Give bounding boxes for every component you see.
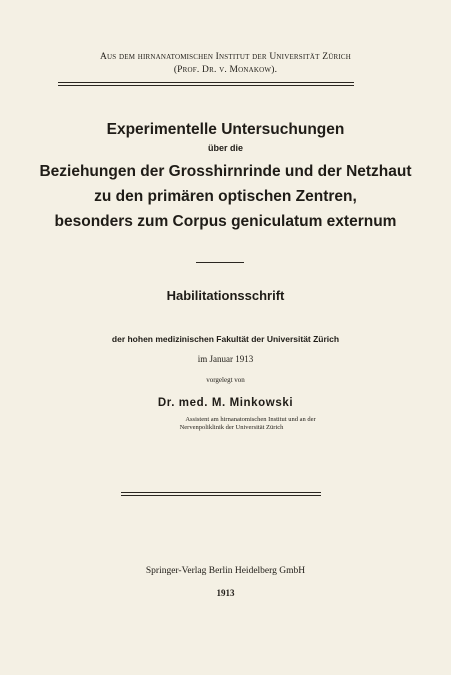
thesis-type: Habilitationsschrift [166, 288, 285, 303]
title-separator [196, 262, 244, 263]
title-line-5: besonders zum Corpus geniculatum externum [54, 213, 397, 230]
date-line: im Januar 1913 [197, 354, 254, 364]
author-affiliation-1: Assistent am hirnanatomischen Institut und an der [185, 416, 316, 423]
director-line: (Prof. Dr. v. Monakow). [173, 65, 278, 75]
footer-rule [121, 495, 321, 496]
title-line-3: Beziehungen der Grosshirnrinde und der Netzhaut [39, 163, 412, 180]
title-line-2: über die [207, 143, 243, 153]
author-name: Dr. med. M. Minkowski [157, 397, 294, 409]
header-rule [58, 82, 354, 83]
institute-line: Aus dem hirnanatomischen Institut der Universität Zürich [99, 52, 351, 62]
faculty-line: der hohen medizinischen Fakultät der Universität Zürich [111, 334, 340, 344]
title-line-4: zu den primären optischen Zentren, [94, 188, 357, 205]
publication-year: 1913 [216, 588, 235, 598]
footer-rule-thin [121, 492, 321, 493]
title-line-1: Experimentelle Untersuchungen [106, 121, 345, 138]
header-rule-thin [58, 85, 354, 86]
submitted-by-line: vorgelegt von [206, 376, 245, 384]
author-affiliation-2: Nervenpoliklinik der Universität Zürich [179, 424, 284, 431]
publisher-name: Springer-Verlag Berlin Heidelberg GmbH [145, 566, 306, 576]
